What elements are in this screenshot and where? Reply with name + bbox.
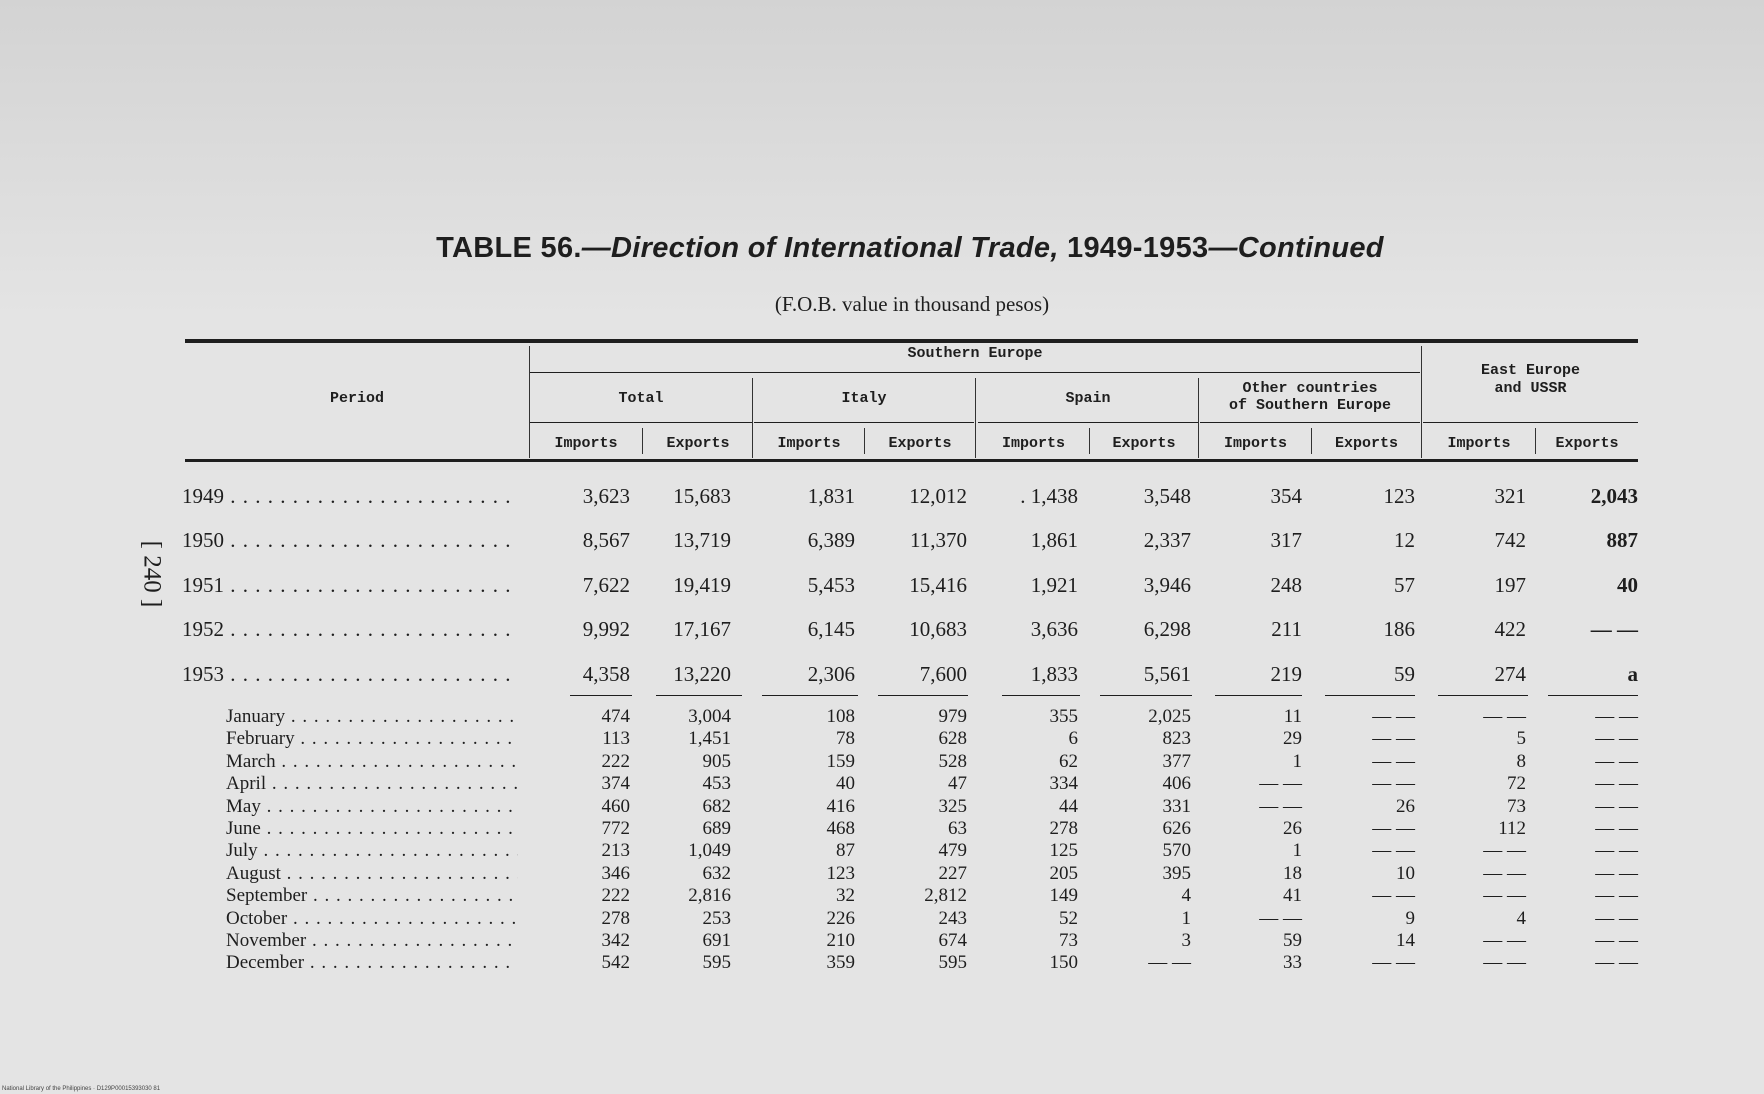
table-cell: 321 — [1494, 484, 1526, 508]
table-subtitle: (F.O.B. value in thousand pesos) — [774, 292, 1050, 316]
group-rule-east — [1423, 422, 1638, 423]
group-rule-total — [530, 422, 752, 423]
row-label-year: 1952 . . . — [182, 617, 518, 642]
table-cell: 113 — [602, 728, 630, 749]
table-cell: 32 — [836, 885, 855, 906]
table-cell: 7,622 — [582, 573, 630, 597]
table-cell: 26 — [1283, 818, 1302, 839]
table-cell: 570 — [1162, 840, 1191, 861]
row-label-month: November . . . — [226, 930, 518, 952]
table-cell: 474 — [601, 706, 630, 727]
table-cell: 5,561 — [1143, 662, 1191, 686]
subtotal-rule — [656, 695, 742, 696]
table-cell: — — — [1259, 773, 1302, 794]
header-spain-exports: Exports — [1112, 435, 1176, 452]
table-cell: 222 — [601, 885, 630, 906]
table-cell: 1,451 — [688, 728, 731, 749]
table-cell: 73 — [1059, 930, 1078, 951]
table-cell: 59 — [1283, 930, 1302, 951]
scan-background — [0, 0, 1764, 320]
subtotal-rule — [1325, 695, 1415, 696]
table-cell: 334 — [1049, 773, 1078, 794]
table-cell: — — — [1595, 796, 1638, 817]
table-cell: — — — [1483, 930, 1526, 951]
table-cell: — — — [1595, 840, 1638, 861]
table-cell: 5,453 — [807, 573, 855, 597]
table-cell: 253 — [702, 908, 731, 929]
table-cell: — — — [1595, 818, 1638, 839]
table-cell: — — — [1372, 952, 1415, 973]
table-cell: 3 — [1181, 930, 1191, 951]
table-cell: 29 — [1283, 728, 1302, 749]
row-label-month: October . . . — [226, 908, 518, 930]
table-cell: 691 — [702, 930, 731, 951]
table-cell: 44 — [1059, 796, 1078, 817]
table-cell: 13,220 — [673, 662, 731, 686]
table-cell: 186 — [1383, 617, 1415, 641]
table-cell: 47 — [948, 773, 967, 794]
header-italy: Italy — [841, 390, 887, 407]
table-cell: 12 — [1394, 528, 1415, 552]
header-bottom-rule — [185, 459, 1638, 462]
table-cell: 3,004 — [688, 706, 731, 727]
group-rule-spain — [978, 422, 1198, 423]
table-cell: 243 — [938, 908, 967, 929]
table-cell: 197 — [1494, 573, 1526, 597]
row-label-month: July . . . — [226, 840, 518, 862]
table-cell: 2,812 — [924, 885, 967, 906]
table-cell: 460 — [601, 796, 630, 817]
table-cell: — — — [1372, 706, 1415, 727]
row-label-month: June . . . — [226, 818, 518, 840]
table-cell: — — — [1590, 617, 1638, 641]
table-cell: — — — [1372, 840, 1415, 861]
table-cell: — — — [1595, 706, 1638, 727]
table-cell: — — — [1595, 863, 1638, 884]
row-label-month: March . . . — [226, 751, 518, 773]
table-cell: 72 — [1507, 773, 1526, 794]
table-cell: 979 — [938, 706, 967, 727]
table-cell: 8,567 — [582, 528, 630, 552]
table-cell: . 1,438 — [1020, 484, 1078, 508]
table-cell: 355 — [1049, 706, 1078, 727]
table-cell: — — — [1372, 818, 1415, 839]
table-cell: 9 — [1405, 908, 1415, 929]
table-cell: 205 — [1049, 863, 1078, 884]
table-cell: 13,719 — [673, 528, 731, 552]
table-cell: 63 — [948, 818, 967, 839]
group-rule-italy — [754, 422, 974, 423]
header-southern-europe: Southern Europe — [907, 345, 1043, 362]
table-cell: 528 — [938, 751, 967, 772]
table-cell: 15,683 — [673, 484, 731, 508]
header-total: Total — [618, 390, 664, 407]
table-cell: 1,831 — [807, 484, 855, 508]
header-east-line2: and USSR — [1494, 380, 1567, 397]
table-cell: 342 — [601, 930, 630, 951]
column-separator — [975, 378, 976, 458]
table-cell: 1 — [1292, 840, 1302, 861]
table-cell: 7,600 — [919, 662, 967, 686]
subtotal-rule — [1548, 695, 1638, 696]
top-rule — [185, 339, 1638, 343]
subtotal-rule — [1002, 695, 1080, 696]
header-other-imports: Imports — [1223, 435, 1287, 452]
table-cell: a — [1627, 662, 1638, 686]
table-cell: 317 — [1270, 528, 1302, 552]
title-italic: —Direction of International Trade, — [581, 232, 1059, 264]
table-cell: 905 — [702, 751, 731, 772]
table-cell: 6,145 — [807, 617, 855, 641]
header-italy-exports: Exports — [888, 435, 952, 452]
title-prefix: TABLE 56. — [436, 232, 582, 264]
row-label-month: January . . . — [226, 706, 518, 728]
table-cell: 125 — [1049, 840, 1078, 861]
table-cell: 1,833 — [1030, 662, 1078, 686]
subtotal-rule — [570, 695, 632, 696]
row-label-month: February . . . — [226, 728, 518, 750]
table-cell: 6,389 — [807, 528, 855, 552]
table-cell: — — — [1372, 751, 1415, 772]
table-cell: — — — [1372, 773, 1415, 794]
header-spain: Spain — [1065, 390, 1111, 407]
header-total-exports: Exports — [666, 435, 730, 452]
table-cell: 632 — [702, 863, 731, 884]
subtotal-rule — [1215, 695, 1302, 696]
table-cell: 4 — [1181, 885, 1191, 906]
row-label-month: May . . . — [226, 796, 518, 818]
table-cell: 1 — [1292, 751, 1302, 772]
table-cell: 112 — [1498, 818, 1526, 839]
header-other-line1: Other countries — [1242, 380, 1378, 397]
table-cell: 73 — [1507, 796, 1526, 817]
table-cell: 628 — [938, 728, 967, 749]
table-cell: 1,861 — [1030, 528, 1078, 552]
table-cell: 674 — [938, 930, 967, 951]
table-cell: 377 — [1162, 751, 1191, 772]
table-cell: 3,946 — [1143, 573, 1191, 597]
table-cell: 226 — [826, 908, 855, 929]
group-rule-other — [1200, 422, 1420, 423]
table-cell: 40 — [836, 773, 855, 794]
header-italy-imports: Imports — [777, 435, 841, 452]
table-cell: 278 — [1049, 818, 1078, 839]
southern-europe-rule — [530, 372, 1420, 373]
row-label-month: September . . . — [226, 885, 518, 907]
column-separator — [1421, 346, 1422, 458]
table-cell: 211 — [1271, 617, 1302, 641]
table-cell: 4 — [1516, 908, 1526, 929]
table-cell: 87 — [836, 840, 855, 861]
table-cell: 222 — [601, 751, 630, 772]
table-cell: — — — [1483, 706, 1526, 727]
table-cell: — — — [1595, 908, 1638, 929]
table-cell: 78 — [836, 728, 855, 749]
table-cell: 11 — [1283, 706, 1302, 727]
header-east-exports: Exports — [1555, 435, 1619, 452]
page-number: [ 240 ] — [138, 540, 166, 608]
table-cell: — — — [1259, 796, 1302, 817]
table-cell: — — — [1483, 840, 1526, 861]
table-cell: 210 — [826, 930, 855, 951]
table-cell: 5 — [1516, 728, 1526, 749]
table-cell: 346 — [601, 863, 630, 884]
table-cell: — — — [1595, 751, 1638, 772]
table-cell: 33 — [1283, 952, 1302, 973]
row-label-year: 1953 . . . — [182, 662, 518, 687]
table-cell: 742 — [1494, 528, 1526, 552]
table-cell: 108 — [826, 706, 855, 727]
table-cell: 2,816 — [688, 885, 731, 906]
table-cell: 19,419 — [673, 573, 731, 597]
row-label-year: 1950 . . . — [182, 528, 518, 553]
table-cell: 4,358 — [582, 662, 630, 686]
table-cell: 59 — [1394, 662, 1415, 686]
table-cell: 17,167 — [673, 617, 731, 641]
table-cell: 2,043 — [1590, 484, 1638, 508]
table-cell: 354 — [1270, 484, 1302, 508]
table-cell: 2,025 — [1148, 706, 1191, 727]
header-east-imports: Imports — [1447, 435, 1511, 452]
table-cell: 57 — [1394, 573, 1415, 597]
table-cell: 823 — [1162, 728, 1191, 749]
table-cell: 3,548 — [1143, 484, 1191, 508]
table-cell: 422 — [1494, 617, 1526, 641]
header-spain-imports: Imports — [1001, 435, 1065, 452]
row-label-year: 1951 . . . — [182, 573, 518, 598]
table-cell: 15,416 — [909, 573, 967, 597]
table-cell: — — — [1483, 885, 1526, 906]
table-cell: 1,921 — [1030, 573, 1078, 597]
table-cell: 159 — [826, 751, 855, 772]
subtotal-rule — [1100, 695, 1192, 696]
table-cell: 10 — [1396, 863, 1415, 884]
table-cell: 395 — [1162, 863, 1191, 884]
table-cell: 453 — [702, 773, 731, 794]
table-cell: 689 — [702, 818, 731, 839]
table-cell: 2,337 — [1143, 528, 1191, 552]
table-cell: — — — [1595, 930, 1638, 951]
column-separator — [1198, 378, 1199, 458]
table-cell: 6 — [1068, 728, 1078, 749]
table-cell: 41 — [1283, 885, 1302, 906]
table-cell: 8 — [1516, 751, 1526, 772]
table-cell: 772 — [601, 818, 630, 839]
table-cell: 325 — [938, 796, 967, 817]
scan-footer-note: National Library of the Philippines · D129P00015393030 81 — [2, 1086, 161, 1092]
table-cell: 219 — [1270, 662, 1302, 686]
table-cell: 374 — [601, 773, 630, 794]
table-cell: 6,298 — [1143, 617, 1191, 641]
title-suffix: —Continued — [1208, 232, 1384, 264]
table-cell: — — — [1595, 952, 1638, 973]
table-cell: — — — [1595, 773, 1638, 794]
table-cell: 887 — [1606, 528, 1638, 552]
table-cell: 542 — [601, 952, 630, 973]
table-cell: 40 — [1617, 573, 1638, 597]
table-cell: 14 — [1396, 930, 1415, 951]
row-label-month: December . . . — [226, 952, 518, 974]
subtotal-rule — [1438, 695, 1528, 696]
table-cell: 11,370 — [910, 528, 967, 552]
row-label-year: 1949 . . . — [182, 484, 518, 509]
table-cell: 1,049 — [688, 840, 731, 861]
table-cell: 227 — [938, 863, 967, 884]
table-cell: — — — [1483, 952, 1526, 973]
table-cell: 26 — [1396, 796, 1415, 817]
table-title — [0, 232, 1764, 265]
table-cell: 274 — [1494, 662, 1526, 686]
table-cell: 3,636 — [1030, 617, 1078, 641]
table-cell: — — — [1483, 863, 1526, 884]
table-cell: — — — [1372, 885, 1415, 906]
table-cell: 123 — [1383, 484, 1415, 508]
table-cell: 9,992 — [582, 617, 630, 641]
table-cell: 3,623 — [582, 484, 630, 508]
header-east-line1: East Europe — [1480, 362, 1581, 379]
table-cell: 123 — [826, 863, 855, 884]
subtotal-rule — [878, 695, 968, 696]
table-cell: 331 — [1162, 796, 1191, 817]
table-cell: 359 — [826, 952, 855, 973]
table-cell: — — — [1148, 952, 1191, 973]
table-cell: 12,012 — [909, 484, 967, 508]
table-cell: 595 — [702, 952, 731, 973]
row-label-month: August . . . — [226, 863, 518, 885]
table-cell: 149 — [1049, 885, 1078, 906]
table-cell: 18 — [1283, 863, 1302, 884]
table-cell: 10,683 — [909, 617, 967, 641]
table-cell: — — — [1259, 908, 1302, 929]
table-cell: 595 — [938, 952, 967, 973]
table-cell: 278 — [601, 908, 630, 929]
table-cell: — — — [1595, 728, 1638, 749]
header-total-imports: Imports — [554, 435, 618, 452]
table-cell: 479 — [938, 840, 967, 861]
row-label-month: April . . . — [226, 773, 518, 795]
table-cell: 1 — [1181, 908, 1191, 929]
subtotal-rule — [762, 695, 858, 696]
header-other-line2: of Southern Europe — [1228, 397, 1392, 414]
table-cell: 468 — [826, 818, 855, 839]
title-years: 1949-1953 — [1058, 232, 1209, 264]
header-other-exports: Exports — [1334, 435, 1398, 452]
table-cell: 62 — [1059, 751, 1078, 772]
table-cell: 682 — [702, 796, 731, 817]
table-cell: 626 — [1162, 818, 1191, 839]
table-cell: 248 — [1270, 573, 1302, 597]
header-period: Period — [329, 390, 384, 407]
table-cell: 213 — [601, 840, 630, 861]
table-cell: — — — [1372, 728, 1415, 749]
table-cell: 416 — [826, 796, 855, 817]
table-cell: 406 — [1162, 773, 1191, 794]
table-cell: 150 — [1049, 952, 1078, 973]
table-cell: 52 — [1059, 908, 1078, 929]
table-cell: 2,306 — [807, 662, 855, 686]
table-cell: — — — [1595, 885, 1638, 906]
